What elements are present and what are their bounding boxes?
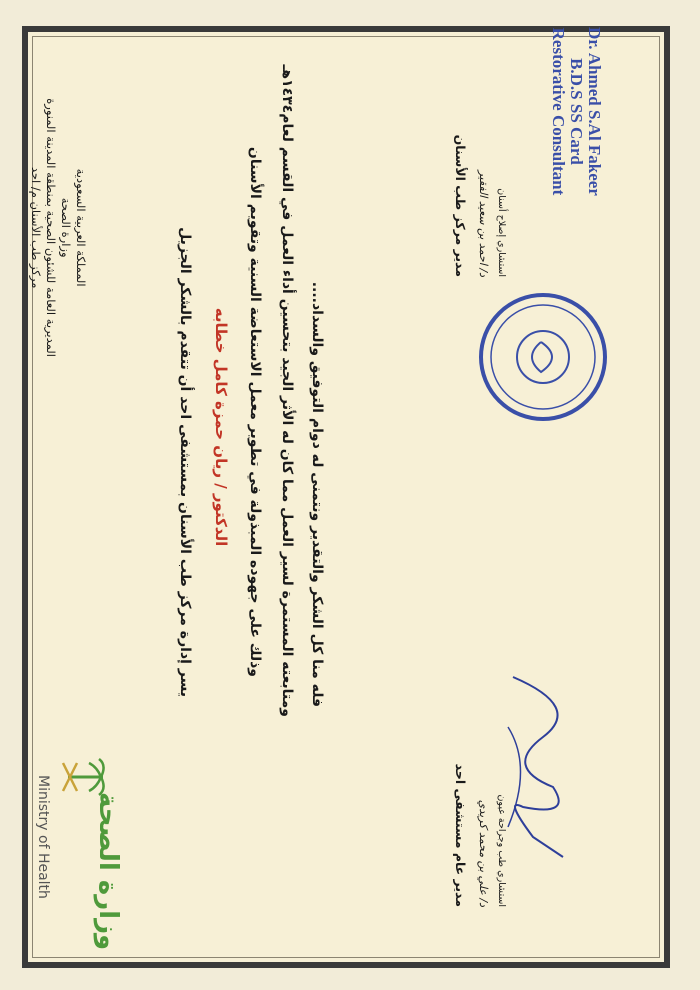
body-line-1: يسر إدارة مركز طب الأسنان بمستشفى احد أن تتقدم بالشكر الجزيل — [177, 227, 193, 697]
hospital-director-subtitle: استشاري طب وجراحة عيون — [496, 794, 507, 907]
ministry-of-health-logo — [23, 757, 133, 951]
dental-director-name: د/ احمد بن سعيد الفقير — [477, 170, 490, 277]
palm-swords-emblem-icon — [53, 757, 113, 797]
dental-director-title: مدير مركز طب الأسنان — [453, 134, 468, 277]
honoree-name: الدكتور / ريان حمزة كامل خطابه — [212, 307, 230, 547]
body-line-3: وذلك على جهوده المبذولة في تطوير معمل الاستعاضة السنية وتقويم الأسنان — [247, 146, 263, 677]
header-line-4: مركز طب الأسنان م/ احد — [29, 166, 43, 289]
stamp-line-2: B.D.S SS Card — [567, 58, 586, 165]
stamp-line-1: Dr. Ahmed S.Al Fakeer — [585, 27, 604, 196]
logo-english-text: Ministry of Health — [35, 775, 51, 899]
consultant-stamp — [549, 27, 603, 196]
stamp-line-3: Restorative Consultant — [549, 27, 568, 196]
hospital-director-name: د/ علي بن محمد كريدي — [477, 799, 490, 907]
ministry-header — [28, 98, 88, 357]
header-line-3: المديرية العامة للشئون الصحية بمنطقة المدينة المنورة — [44, 98, 58, 357]
header-line-2: وزارة الصحة — [59, 197, 73, 258]
body-line-5: فله منا كل الشكر والتقدير ونتمنى له دوام التوفيق والسداد.... — [309, 281, 325, 707]
hospital-director-signature — [493, 667, 603, 867]
hospital-director-title: مدير عام مستشفى احد — [453, 763, 468, 907]
logo-arabic-text: وزارة الصحة — [93, 792, 123, 951]
body-line-4: ومتابعته المستمرة لسير العمل مما كان له الأثر الجيد بتحسين أداء العمل في القسم لعام١٤٣٤هـ — [279, 64, 295, 717]
certificate-content — [13, 0, 643, 951]
dental-director-subtitle: استشاري إصلاح أسنان — [496, 188, 507, 277]
header-line-1: المملكة العربية السعودية — [74, 168, 88, 287]
official-round-stamp — [473, 287, 613, 427]
